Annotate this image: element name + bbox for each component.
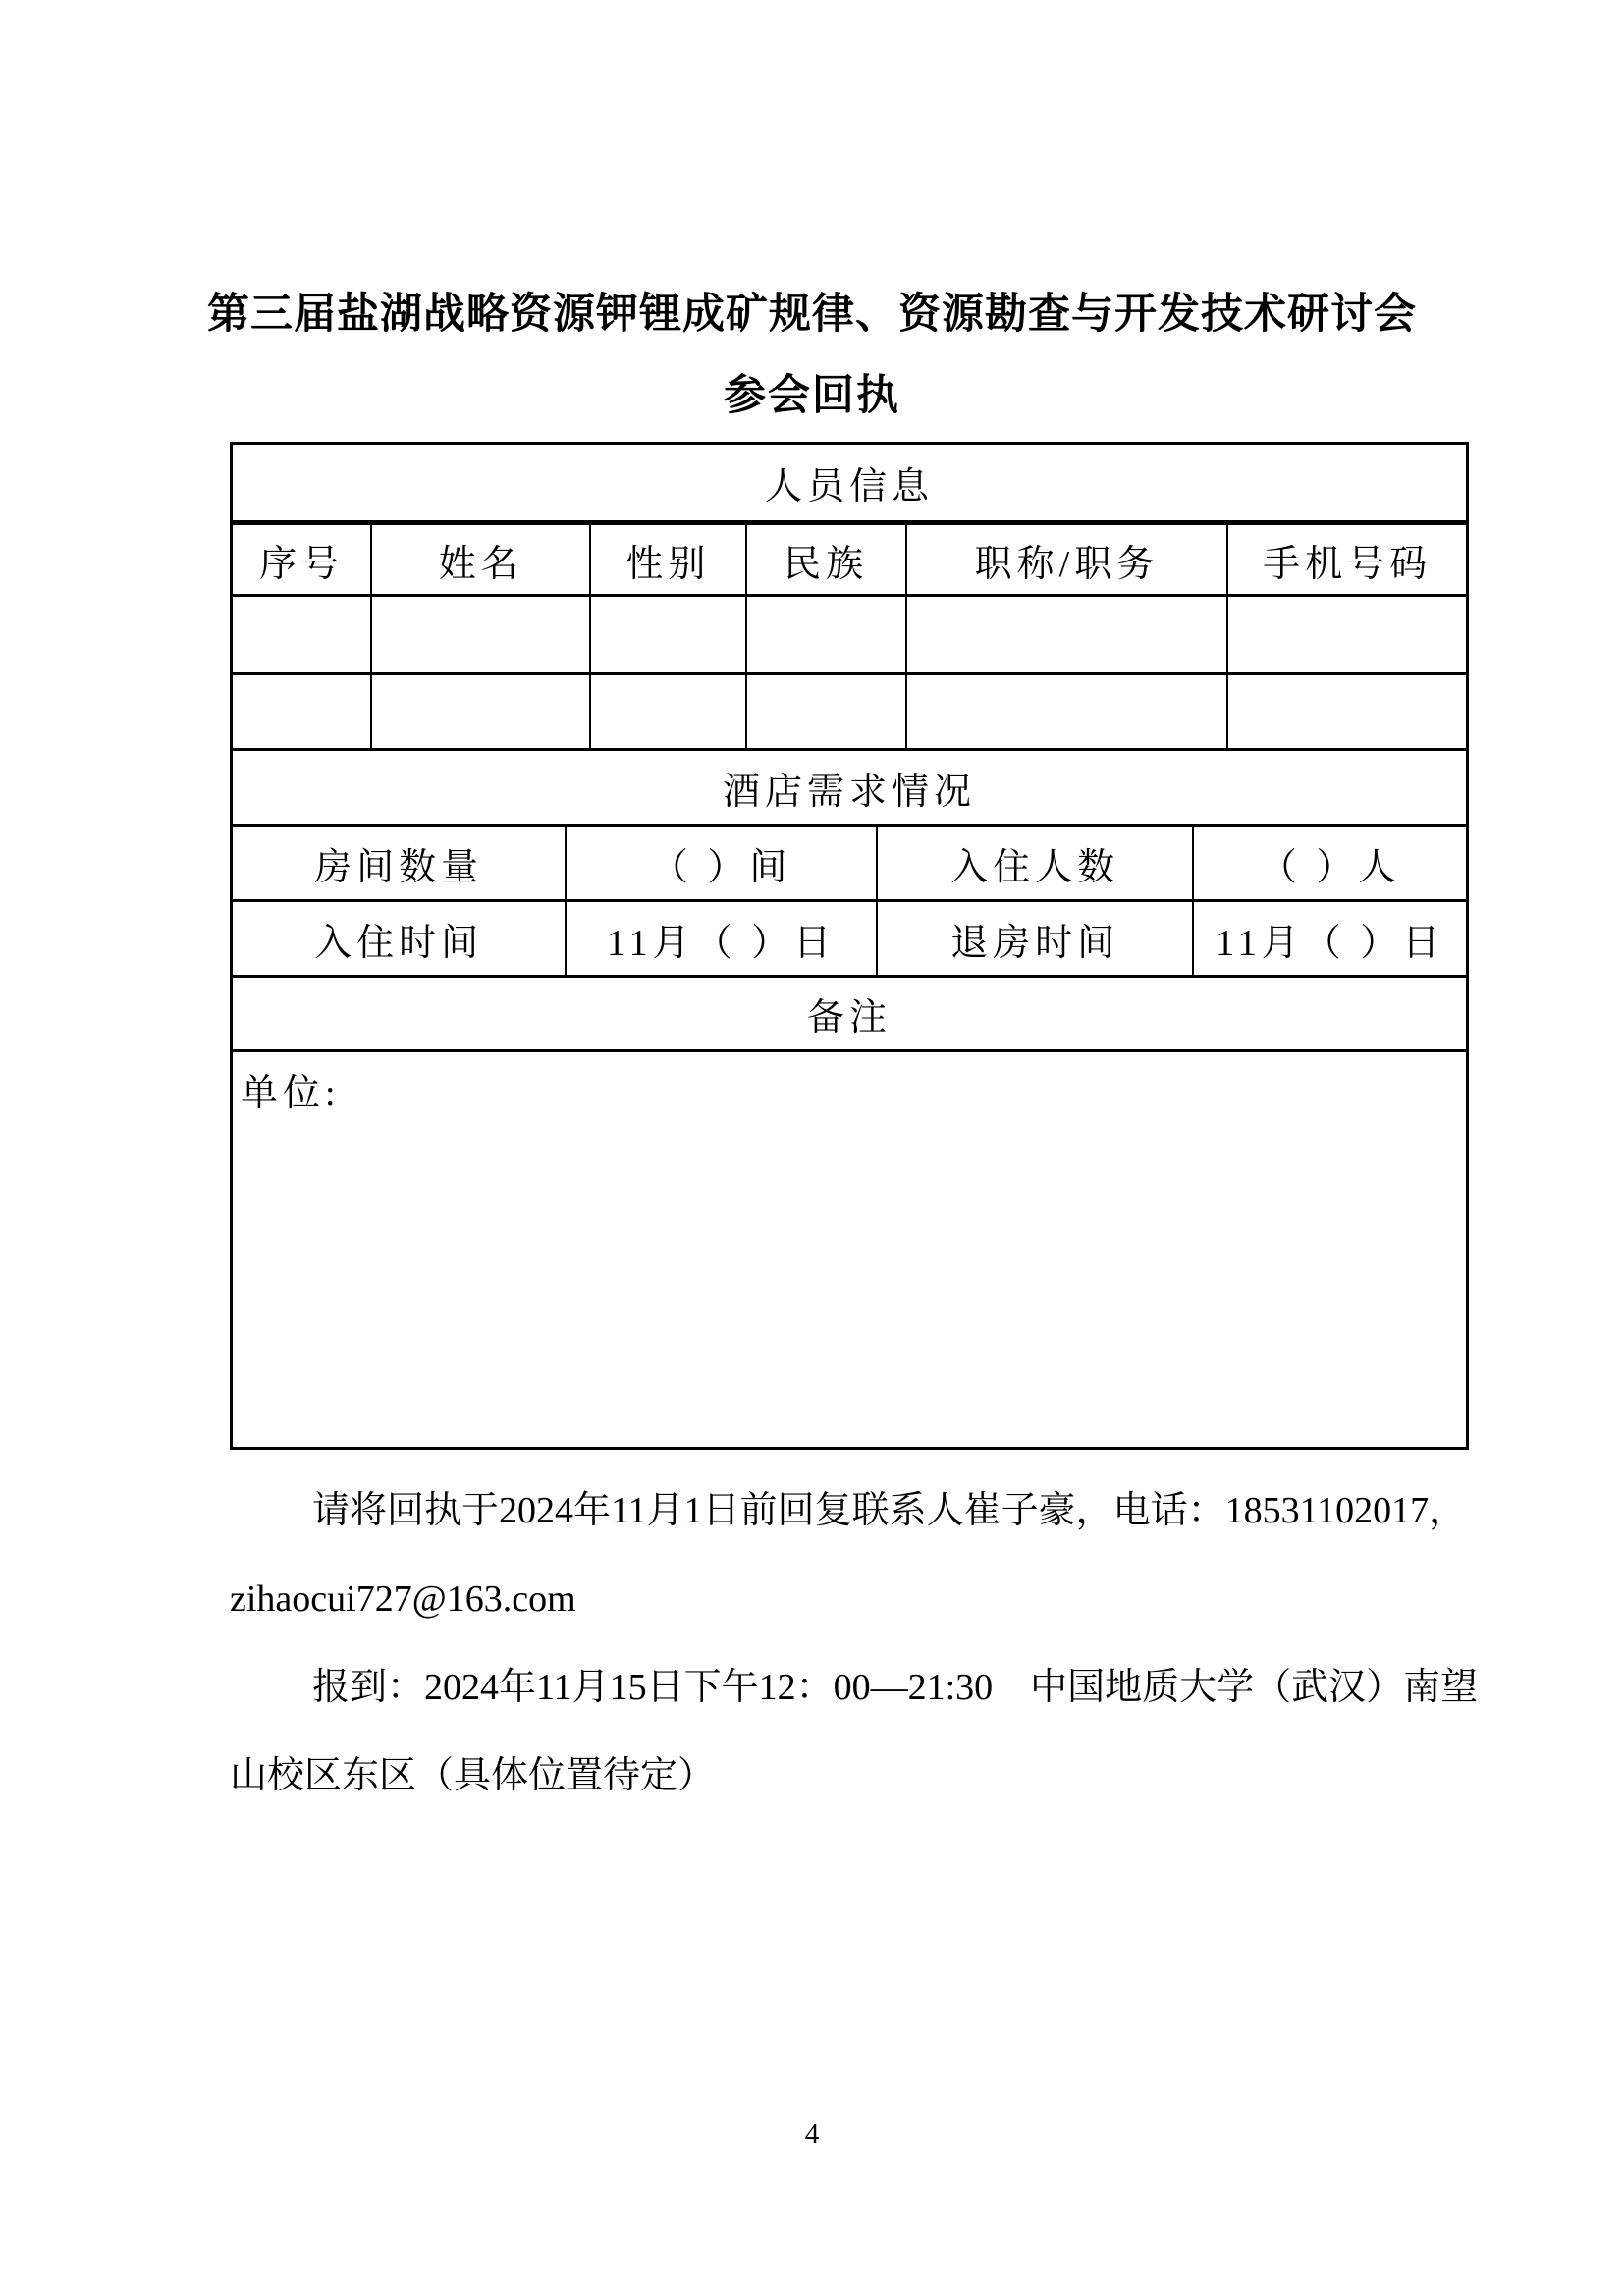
- remarks-section-header: 备注: [233, 975, 1466, 1049]
- personnel-input-cell-r2-name[interactable]: [370, 672, 589, 748]
- hotel-label-checkin-time: 入住时间: [233, 899, 565, 975]
- document-subtitle: 参会回执: [724, 373, 900, 419]
- personnel-input-cell-r1-name[interactable]: [370, 594, 589, 672]
- page-number: 4: [804, 2118, 820, 2150]
- registration-note-line2: 山校区东区（具体位置待定）: [230, 1755, 716, 1796]
- personnel-input-cell-r1-title[interactable]: [905, 594, 1226, 672]
- personnel-input-cell-r2-ethnicity[interactable]: [745, 672, 905, 748]
- personnel-input-cell-r2-phone[interactable]: [1226, 672, 1466, 748]
- column-header-title-position: 职称/职务: [905, 520, 1226, 594]
- unit-label: 单位:: [241, 1073, 341, 1114]
- hotel-blank-room-count[interactable]: （ ）间: [565, 824, 875, 899]
- personnel-input-cell-r1-gender[interactable]: [589, 594, 744, 672]
- hotel-blank-guest-count[interactable]: （ ）人: [1192, 824, 1466, 899]
- registration-note-line1: 报到：2024年11月15日下午12：00—21:30 中国地质大学（武汉）南望: [312, 1667, 1479, 1708]
- document-title: 第三届盐湖战略资源钾锂成矿规律、资源勘查与开发技术研讨会: [207, 292, 1417, 338]
- personnel-input-cell-r2-serial[interactable]: [233, 672, 370, 748]
- personnel-grid: [233, 520, 1466, 748]
- hotel-blank-checkin-date[interactable]: 11月（ ）日: [565, 899, 875, 975]
- column-header-name: 姓名: [370, 520, 589, 594]
- personnel-input-cell-r2-title[interactable]: [905, 672, 1226, 748]
- hotel-grid: [233, 824, 1466, 975]
- personnel-input-cell-r2-gender[interactable]: [589, 672, 744, 748]
- reply-form-table: [230, 442, 1469, 1450]
- hotel-label-room-count: 房间数量: [233, 824, 565, 899]
- personnel-section-header: 人员信息: [764, 466, 934, 507]
- contact-note-line1: 请将回执于2024年11月1日前回复联系人崔子豪，电话：18531102017，: [312, 1490, 1467, 1531]
- column-header-phone: 手机号码: [1226, 520, 1466, 594]
- hotel-section-header: 酒店需求情况: [233, 748, 1466, 824]
- column-header-serial: 序号: [233, 520, 370, 594]
- hotel-label-guest-count: 入住人数: [876, 824, 1192, 899]
- hotel-label-checkout-time: 退房时间: [876, 899, 1192, 975]
- unit-input-cell[interactable]: [233, 1049, 1466, 1447]
- footer-notes: [230, 1467, 1479, 1820]
- contact-email: zihaocui727@163.com: [230, 1578, 576, 1620]
- column-header-gender: 性别: [589, 520, 744, 594]
- personnel-input-cell-r1-serial[interactable]: [233, 594, 370, 672]
- personnel-input-cell-r1-ethnicity[interactable]: [745, 594, 905, 672]
- personnel-input-cell-r1-phone[interactable]: [1226, 594, 1466, 672]
- hotel-blank-checkout-date[interactable]: 11月（ ）日: [1192, 899, 1466, 975]
- column-header-ethnicity: 民族: [745, 520, 905, 594]
